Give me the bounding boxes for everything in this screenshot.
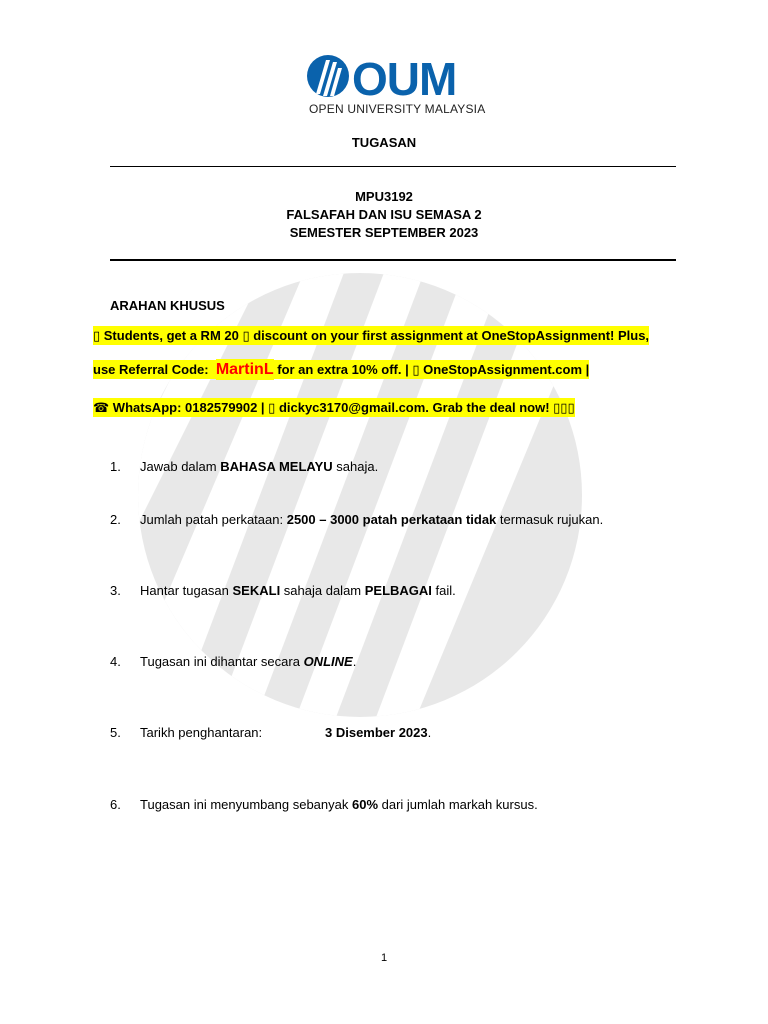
course-name: FALSAFAH DAN ISU SEMASA 2 (286, 207, 482, 222)
promo-line-3 (93, 400, 575, 416)
divider-top (110, 166, 676, 167)
promo-line-1 (93, 328, 649, 344)
instruction-item: 4. Tugasan ini dihantar secara ONLINE. (110, 654, 357, 669)
instruction-item: 6. Tugasan ini menyumbang sebanyak 60% dari jumlah markah kursus. (110, 797, 538, 812)
promo-text-2a: use Referral Code: (93, 362, 209, 377)
page-number: 1 (380, 952, 388, 964)
doc-type: TUGASAN (351, 135, 417, 150)
logo-subtitle: OPEN UNIVERSITY MALAYSIA (309, 102, 486, 116)
promo-line-2 (93, 361, 589, 379)
promo-text-2b: for an extra 10% off. | ▯ OneStopAssignment.com | (277, 362, 590, 377)
divider-bottom (110, 259, 676, 261)
promo-text-3: ☎ WhatsApp: 0182579902 | ▯ dickyc3170@gmail.com. Grab the deal now! ▯▯▯ (93, 400, 575, 415)
course-code: MPU3192 (355, 189, 413, 204)
instruction-item: 5. Tarikh penghantaran: 3 Disember 2023. (110, 725, 432, 740)
promo-text-1: ▯ Students, get a RM 20 ▯ discount on your first assignment at OneStopAssignment! Plus, (93, 328, 650, 343)
section-heading: ARAHAN KHUSUS (110, 298, 225, 313)
referral-code: MartinL (215, 361, 274, 378)
logo-wordmark: OUM (352, 53, 457, 105)
instruction-item: 2. Jumlah patah perkataan: 2500 – 3000 patah perkataan tidak termasuk rujukan. (110, 512, 604, 527)
instruction-item: 3. Hantar tugasan SEKALI sahaja dalam PELBAGAI fail. (110, 583, 456, 598)
instruction-item: 1. Jawab dalam BAHASA MELAYU sahaja. (110, 459, 379, 474)
semester: SEMESTER SEPTEMBER 2023 (289, 225, 479, 240)
